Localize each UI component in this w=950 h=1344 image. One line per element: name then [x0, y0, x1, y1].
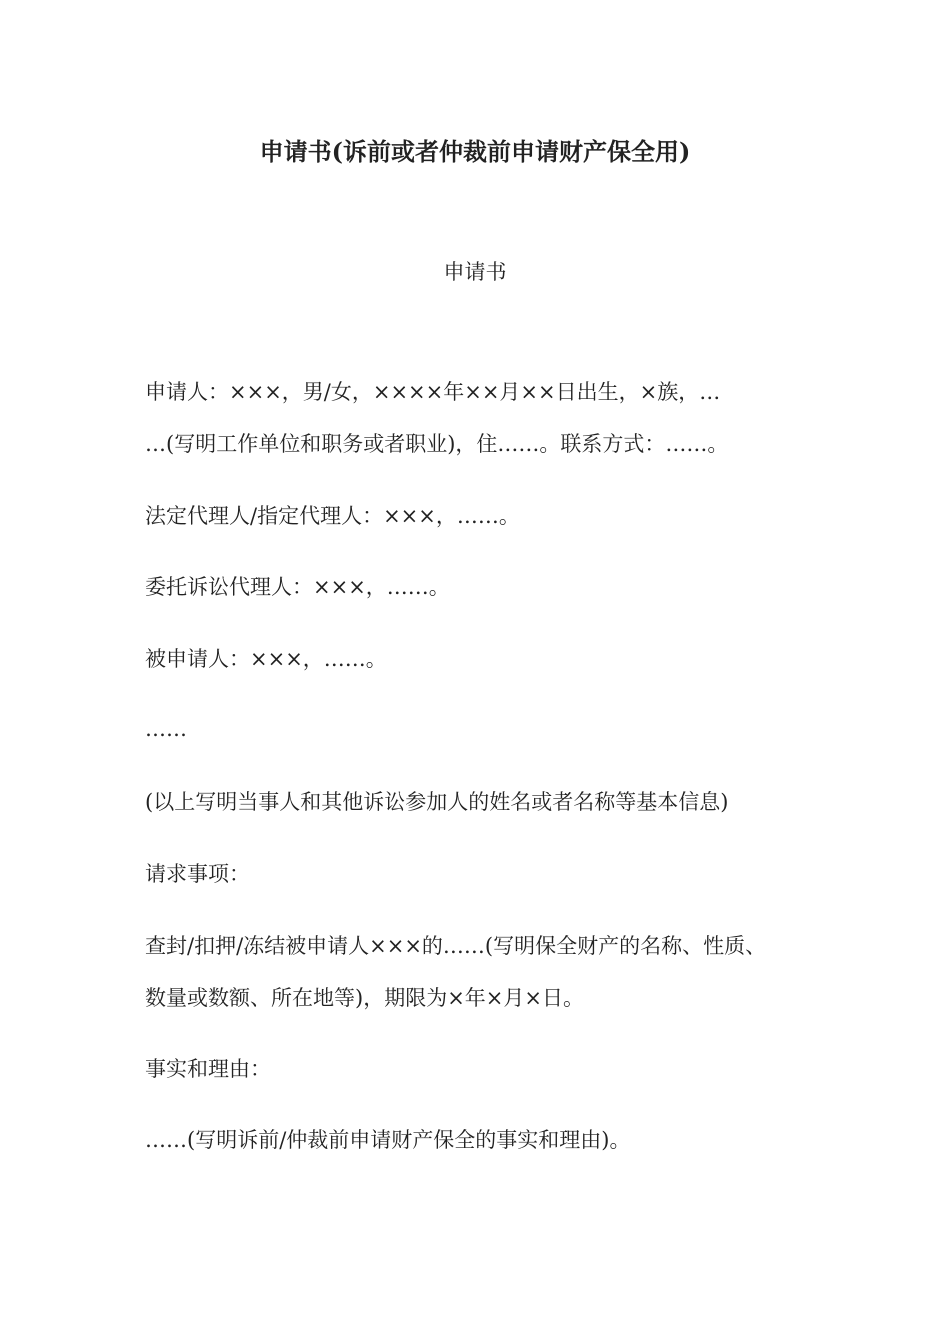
facts-heading: 事实和理由：: [145, 1057, 271, 1081]
claims-paragraph: [145, 920, 835, 1024]
claims-heading: 请求事项：: [145, 862, 250, 886]
applicant-paragraph: [145, 366, 835, 470]
claims-line-1: 查封/扣押/冻结被申请人×××的……(写明保全财产的名称、性质、: [145, 934, 767, 958]
claims-line-2: 数量或数额、所在地等)，期限为×年×月×日。: [145, 986, 584, 1010]
agent-line: 委托诉讼代理人：×××，……。: [145, 575, 450, 599]
parties-note: (以上写明当事人和其他诉讼参加人的姓名或者名称等基本信息): [145, 790, 729, 814]
respondent-line: 被申请人：×××，……。: [145, 647, 387, 671]
ellipsis-line: ……: [145, 717, 187, 741]
document-subtitle: 申请书: [443, 260, 507, 284]
applicant-line-2: …(写明工作单位和职务或者职业)，住……。联系方式：……。: [145, 432, 729, 456]
legal-representative-line: 法定代理人/指定代理人：×××，……。: [145, 504, 520, 528]
applicant-line-1: 申请人：×××，男/女，××××年××月××日出生，×族，…: [145, 380, 721, 404]
document-title: 申请书(诉前或者仲裁前申请财产保全用): [259, 137, 691, 166]
facts-text: ……(写明诉前/仲裁前申请财产保全的事实和理由)。: [145, 1128, 631, 1152]
